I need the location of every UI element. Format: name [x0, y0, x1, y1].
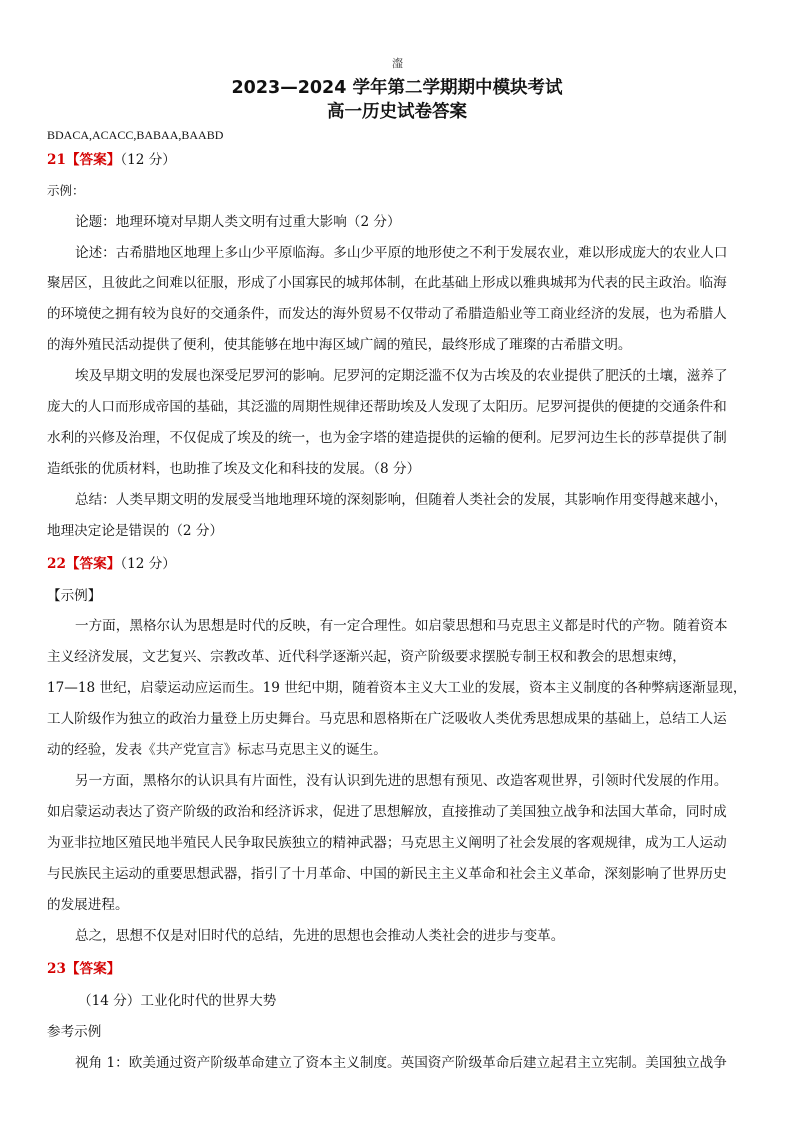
q22-line: 与民族民主运动的重要思想武器，指引了十月革命、中国的新民主主义革命和社会主义革命，深刻影响了世界历史 [47, 866, 727, 882]
q23-theme: （14 分）工业化时代的世界大势 [78, 993, 277, 1009]
q21-line: 总结：人类早期文明的发展受当地地理环境的深刻影响，但随着人类社会的发展，其影响作用变得越来越小， [75, 492, 728, 508]
q21-line: 水利的兴修及治理，不仅促成了埃及的统一，也为金字塔的建造提供的运输的便利。尼罗河边生长的莎草提供了制 [47, 430, 727, 446]
q22-sample-label: 【示例】 [47, 588, 102, 604]
q22-line: 另一方面，黑格尔的认识具有片面性，没有认识到先进的思想有预见、改造客观世界，引领时代发展的作用。 [75, 773, 728, 789]
watermark-stamp: 瀣 [392, 57, 403, 70]
q23-number: 23 [47, 961, 66, 977]
q23-answer-tag: 【答案】 [65, 961, 121, 977]
q22-line: 动的经验，发表《共产党宣言》标志马克思主义的诞生。 [47, 742, 387, 758]
q21-line: 聚居区，且彼此之间难以征服，形成了小国寡民的城邦体制，在此基础上形成以雅典城邦为代表的民主政治。临海 [47, 275, 727, 291]
q23-sample-label: 参考示例 [47, 1024, 102, 1040]
q21-score: （12 分） [120, 152, 176, 168]
q21-sample-label: 示例： [47, 183, 85, 198]
q22-answer-tag: 【答案】 [65, 556, 121, 572]
q22-line: 一方面，黑格尔认为思想是时代的反映，有一定合理性。如启蒙思想和马克思主义都是时代的产物。随着资本 [75, 618, 728, 634]
q21-line: 埃及早期文明的发展也深受尼罗河的影响。尼罗河的定期泛滥不仅为古埃及的农业提供了肥沃的土壤，滋养了 [75, 368, 728, 384]
q22-line: 17—18 世纪，启蒙运动应运而生。19 世纪中期，随着资本主义大工业的发展，资本主义制度的各种弊病逐渐显现， [47, 680, 747, 696]
exam-subtitle: 高一历史试卷答案 [327, 102, 467, 122]
exam-title: 2023—2024 学年第二学期期中模块考试 [231, 78, 563, 98]
q21-line: 论题：地理环境对早期人类文明有过重大影响（2 分） [75, 214, 401, 230]
q23-line: 视角 1：欧美通过资产阶级革命建立了资本主义制度。英国资产阶级革命后建立起君主立宪制。美国独立战争 [75, 1055, 727, 1071]
q22-score: （12 分） [120, 556, 176, 572]
q22-line: 工人阶级作为独立的政治力量登上历史舞台。马克思和恩格斯在广泛吸收人类优秀思想成果的基础上，总结工人运 [47, 711, 727, 727]
q21-line: 庞大的人口而形成帝国的基础，其泛滥的周期性规律还帮助埃及人发现了太阳历。尼罗河提供的便捷的交通条件和 [47, 399, 727, 415]
q22-line: 主义经济发展，文艺复兴、宗教改革、近代科学逐渐兴起，资产阶级要求摆脱专制王权和教会的思想束缚， [47, 649, 686, 665]
q22-line: 的发展进程。 [47, 897, 129, 913]
q22-line: 如启蒙运动表达了资产阶级的政治和经济诉求，促进了思想解放，直接推动了美国独立战争和法国大革命，同时成 [47, 804, 727, 820]
q21-line: 论述：古希腊地区地理上多山少平原临海。多山少平原的地形使之不利于发展农业，难以形成庞大的农业人口 [75, 245, 728, 261]
q21-line: 的海外殖民活动提供了便利，使其能够在地中海区域广阔的殖民，最终形成了璀璨的古希腊文明。 [47, 337, 632, 353]
q21-line: 的环境使之拥有较为良好的交通条件，而发达的海外贸易不仅带动了希腊造船业等工商业经济的发展，也为希腊人 [47, 306, 727, 322]
multiple-choice-answers: BDACA,ACACC,BABAA,BAABD [47, 128, 224, 142]
q21-heading [47, 151, 176, 169]
q21-number: 21 [47, 152, 66, 168]
q21-line: 造纸张的优质材料，也助推了埃及文化和科技的发展。（8 分） [47, 461, 421, 477]
q22-line: 总之，思想不仅是对旧时代的总结，先进的思想也会推动人类社会的进步与变革。 [75, 928, 565, 944]
q21-answer-tag: 【答案】 [65, 152, 121, 168]
q22-heading [47, 555, 176, 573]
q22-line: 为亚非拉地区殖民地半殖民人民争取民族独立的精神武器；马克思主义阐明了社会发展的客观规律，成为工人运动 [47, 835, 727, 851]
q21-line: 地理决定论是错误的（2 分） [47, 523, 224, 539]
q23-heading [47, 960, 120, 978]
q22-number: 22 [47, 556, 66, 572]
